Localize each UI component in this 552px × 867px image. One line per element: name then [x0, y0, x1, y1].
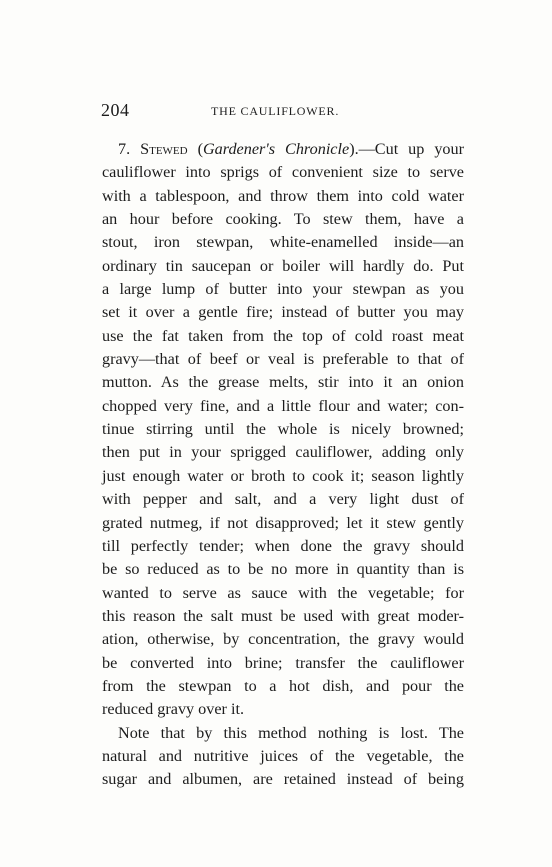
- text-line: just enough water or broth to cook it; season lightly: [102, 466, 464, 485]
- text-line: be so reduced as to be no more in quantity than is: [102, 560, 464, 579]
- text-line: natural and nutritive juices of the vegetable, the: [102, 746, 464, 765]
- text-line: set it over a gentle fire; instead of butter you may: [102, 303, 464, 322]
- text-line: a large lump of butter into your stewpan as you: [102, 280, 464, 299]
- text-line: sugar and albumen, are retained instead of being: [102, 770, 464, 789]
- text-line: with pepper and salt, and a very light dust of: [102, 490, 464, 509]
- text-line: gravy—that of beef or veal is preferable to that of: [102, 350, 464, 369]
- text-line: an hour before cooking. To stew them, have a: [102, 210, 464, 229]
- text-line-paragraph-start: Note that by this method nothing is lost. The: [118, 723, 464, 742]
- text-line: this reason the salt must be used with great moder-: [102, 606, 464, 625]
- recipe-source: Gardener's Chronicle: [202, 140, 350, 158]
- text-line: till perfectly tender; when done the gravy should: [102, 536, 464, 555]
- text-line: mutton. As the grease melts, stir into it an onion: [102, 373, 464, 392]
- text-line: be converted into brine; transfer the cauliflower: [102, 653, 464, 672]
- text-line: chopped very fine, and a little flour and water; con-: [102, 396, 464, 415]
- text-line: from the stewpan to a hot dish, and pour the: [102, 676, 464, 695]
- text-line: use the fat taken from the top of cold roast meat: [102, 326, 464, 345]
- page-header: [101, 100, 461, 124]
- text-line: ation, otherwise, by concentration, the gravy would: [102, 630, 464, 649]
- text-line: cauliflower into sprigs of convenient size to serve: [102, 163, 464, 182]
- text-line: wanted to serve as sauce with the vegetable; for: [102, 583, 464, 602]
- text-line: grated nutmeg, if not disapproved; let it stew gently: [102, 513, 464, 532]
- body-text: [102, 138, 464, 792]
- text-line: with a tablespoon, and throw them into cold water: [102, 186, 464, 205]
- running-title: THE CAULIFLOWER.: [211, 104, 340, 118]
- recipe-title: Stewed: [140, 140, 188, 158]
- text-line: then put in your sprigged cauliflower, adding only: [102, 443, 464, 462]
- text-line: ordinary tin saucepan or boiler will hardly do. Put: [102, 256, 464, 275]
- source-open-paren: (: [197, 140, 203, 158]
- text-line: stout, iron stewpan, white-enamelled inside—an: [102, 233, 464, 252]
- recipe-number: 7.: [118, 140, 131, 158]
- paragraph-1-lead-line: [102, 138, 464, 161]
- page-number: 204: [101, 100, 130, 120]
- text-line: tinue stirring until the whole is nicely browned;: [102, 420, 464, 439]
- text-line-paragraph-end: reduced gravy over it.: [102, 700, 245, 719]
- lead-line-rest: ).—Cut up your: [349, 140, 464, 158]
